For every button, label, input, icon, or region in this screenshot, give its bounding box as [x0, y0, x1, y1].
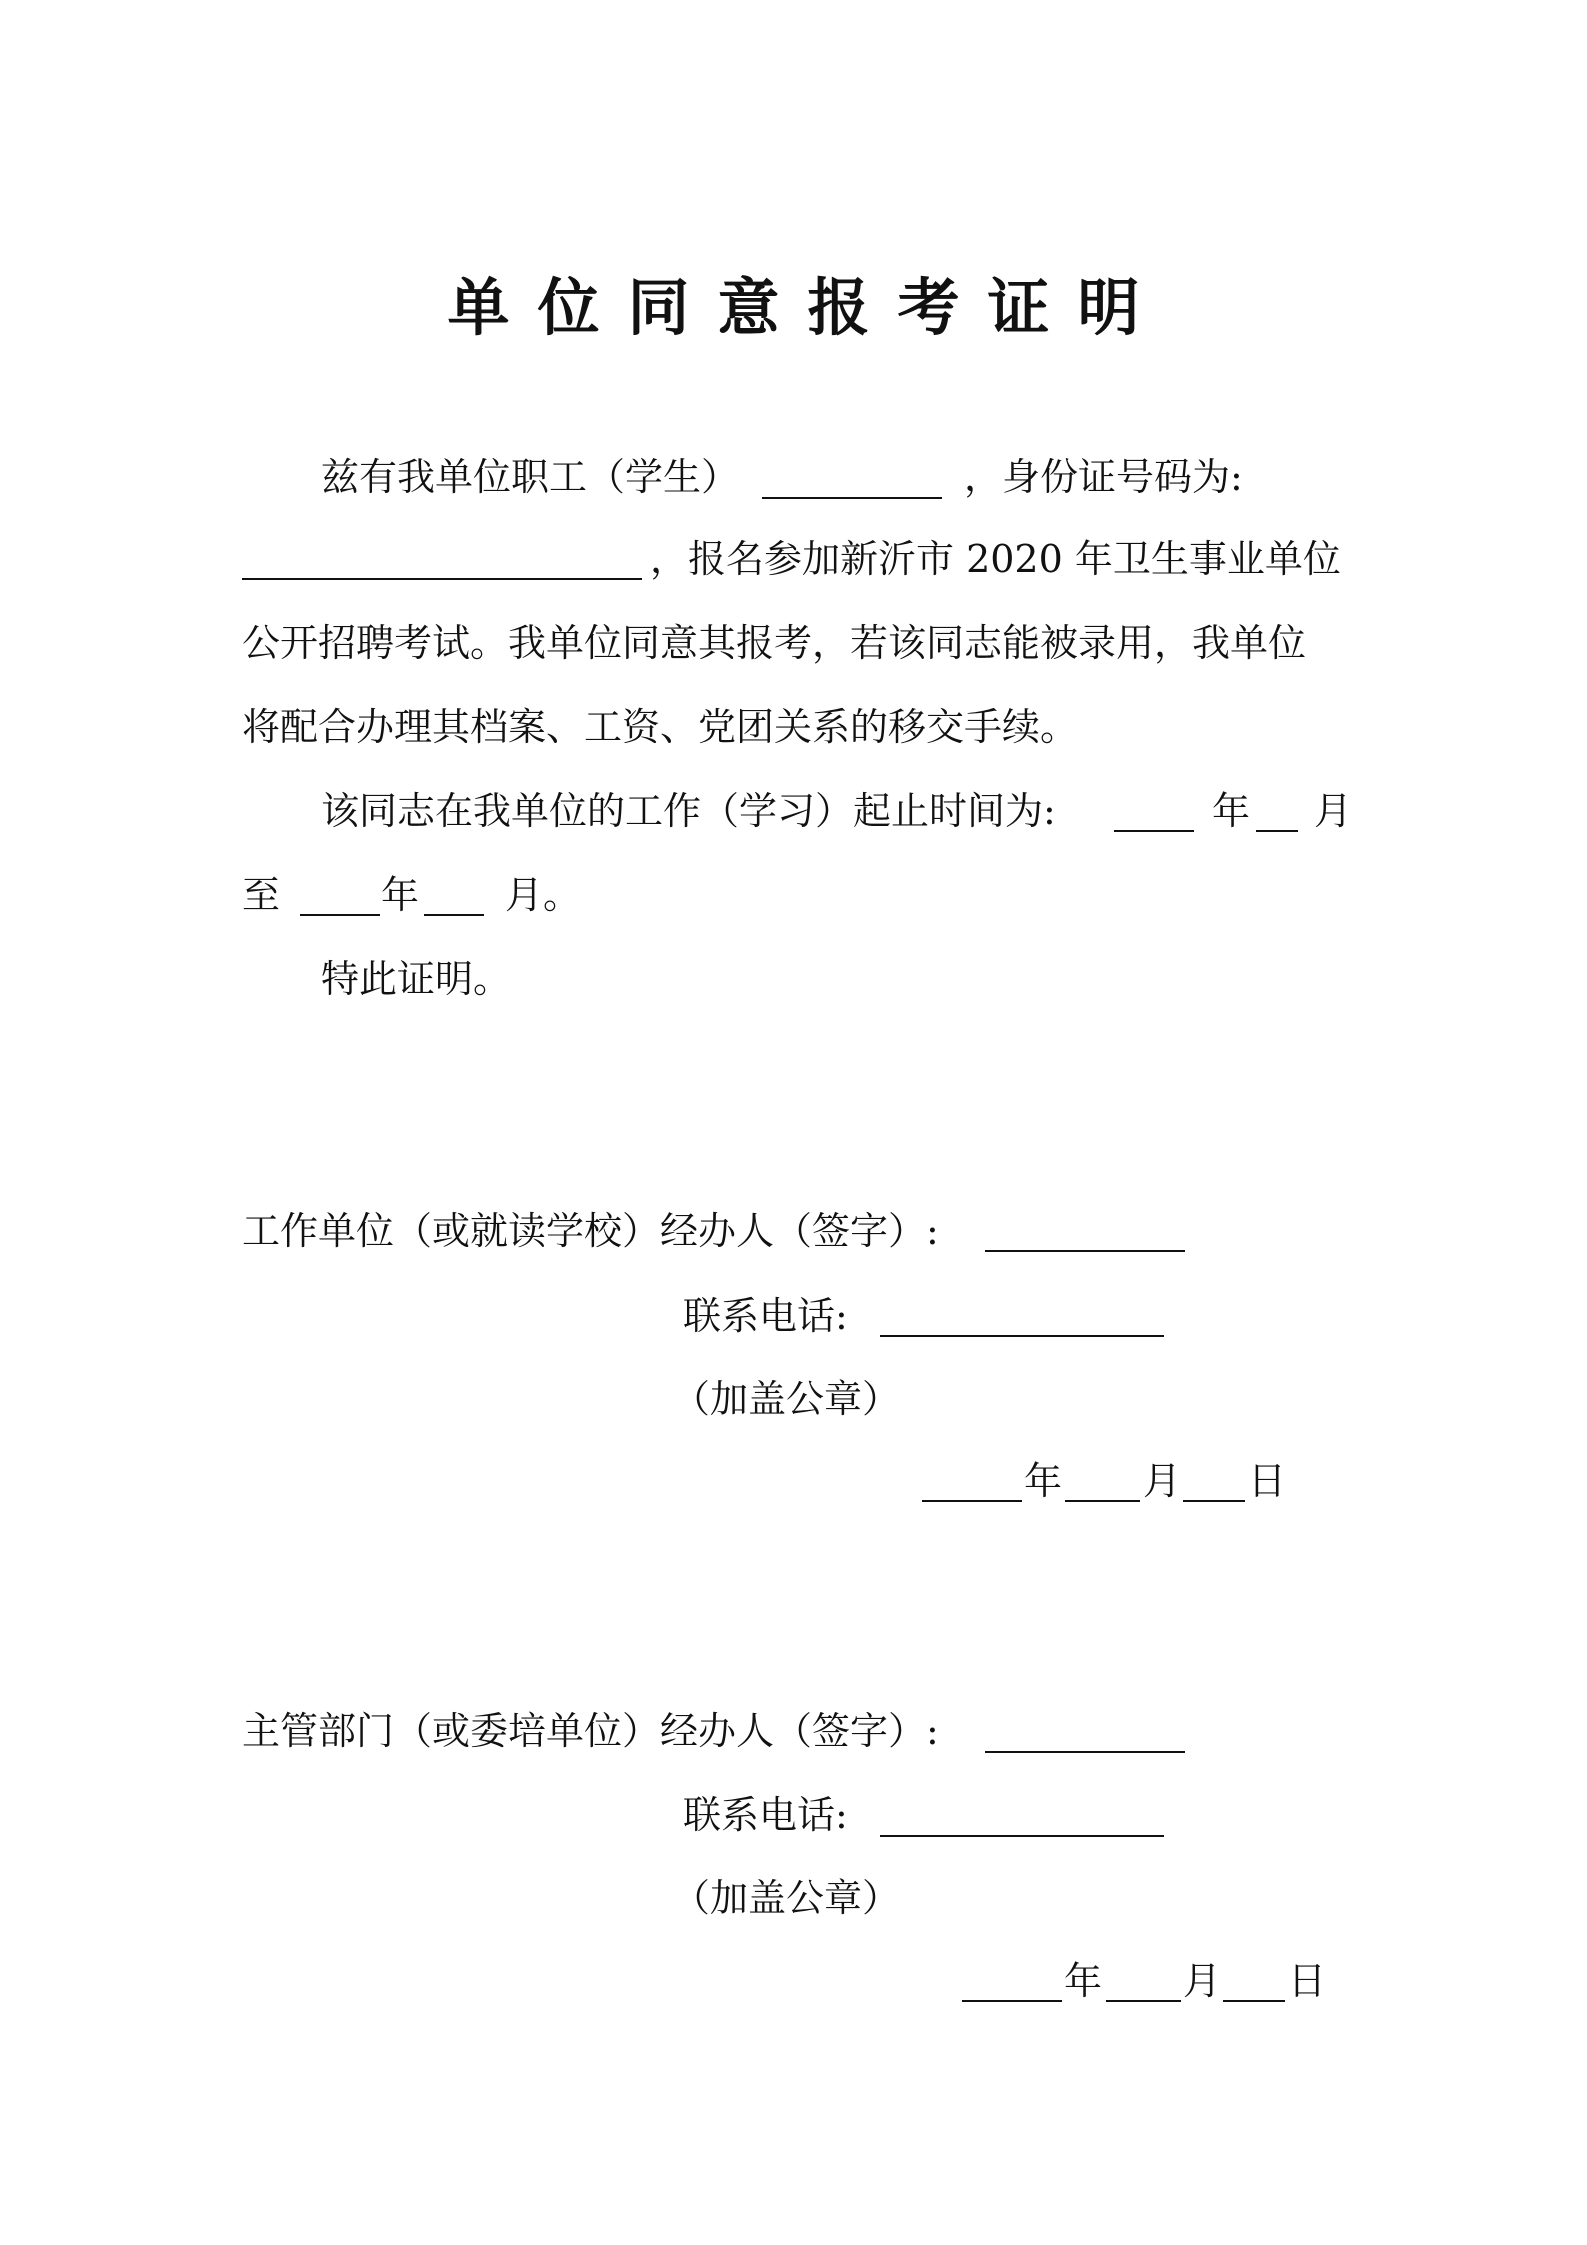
section2-month-blank[interactable]: [1106, 2000, 1181, 2002]
section1-year-label: 年: [1024, 1459, 1063, 1503]
section2-org-label: 主管部门（或委培单位）经办人（签字）:: [242, 1709, 939, 1753]
section2-phone-blank[interactable]: [880, 1835, 1164, 1837]
section2-month-label: 月: [1183, 1959, 1222, 2003]
section1-day-blank[interactable]: [1183, 1500, 1245, 1502]
page-title: 单位同意报考证明: [447, 271, 1168, 344]
start-month-label: 月: [1314, 789, 1353, 833]
end-year-label: 年: [381, 873, 420, 917]
section1-org-label: 工作单位（或就读学校）经办人（签字）:: [242, 1209, 939, 1253]
section2-phone-label: 联系电话:: [683, 1793, 848, 1837]
name-blank[interactable]: [762, 497, 942, 499]
section1-signature-blank[interactable]: [985, 1250, 1185, 1252]
section1-day-label: 日: [1248, 1459, 1287, 1503]
p1-line1-lead: 兹有我单位职工（学生）: [321, 455, 740, 499]
end-month-blank[interactable]: [424, 914, 484, 916]
p1-line1-tail: ，身份证号码为:: [964, 455, 1243, 499]
section1-year-blank[interactable]: [922, 1500, 1022, 1502]
section1-month-label: 月: [1143, 1459, 1182, 1503]
section1-month-blank[interactable]: [1065, 1500, 1140, 1502]
end-month-label: 月。: [505, 873, 582, 917]
section2-year-blank[interactable]: [962, 2000, 1062, 2002]
section2-seal: （加盖公章）: [672, 1876, 901, 1920]
id-number-blank[interactable]: [242, 578, 642, 580]
section1-phone-blank[interactable]: [880, 1335, 1164, 1337]
section2-year-label: 年: [1064, 1959, 1103, 2003]
section2-signature-blank[interactable]: [985, 1751, 1185, 1753]
section2-day-blank[interactable]: [1223, 2000, 1285, 2002]
p2-line1-lead: 该同志在我单位的工作（学习）起止时间为:: [321, 789, 1056, 833]
section1-seal: （加盖公章）: [672, 1377, 901, 1421]
p1-line2: ，报名参加新沂市 2020 年卫生事业单位: [650, 537, 1341, 581]
end-year-blank[interactable]: [300, 914, 380, 916]
start-month-blank[interactable]: [1256, 830, 1298, 832]
p1-line4: 将配合办理其档案、工资、党团关系的移交手续。: [242, 705, 1079, 749]
section1-phone-label: 联系电话:: [683, 1294, 848, 1338]
p3-text: 特此证明。: [321, 957, 512, 1001]
to-label: 至: [242, 873, 281, 917]
start-year-label: 年: [1212, 789, 1251, 833]
start-year-blank[interactable]: [1114, 830, 1194, 832]
section2-day-label: 日: [1288, 1959, 1327, 2003]
p1-line3: 公开招聘考试。我单位同意其报考，若该同志能被录用，我单位: [242, 621, 1307, 665]
